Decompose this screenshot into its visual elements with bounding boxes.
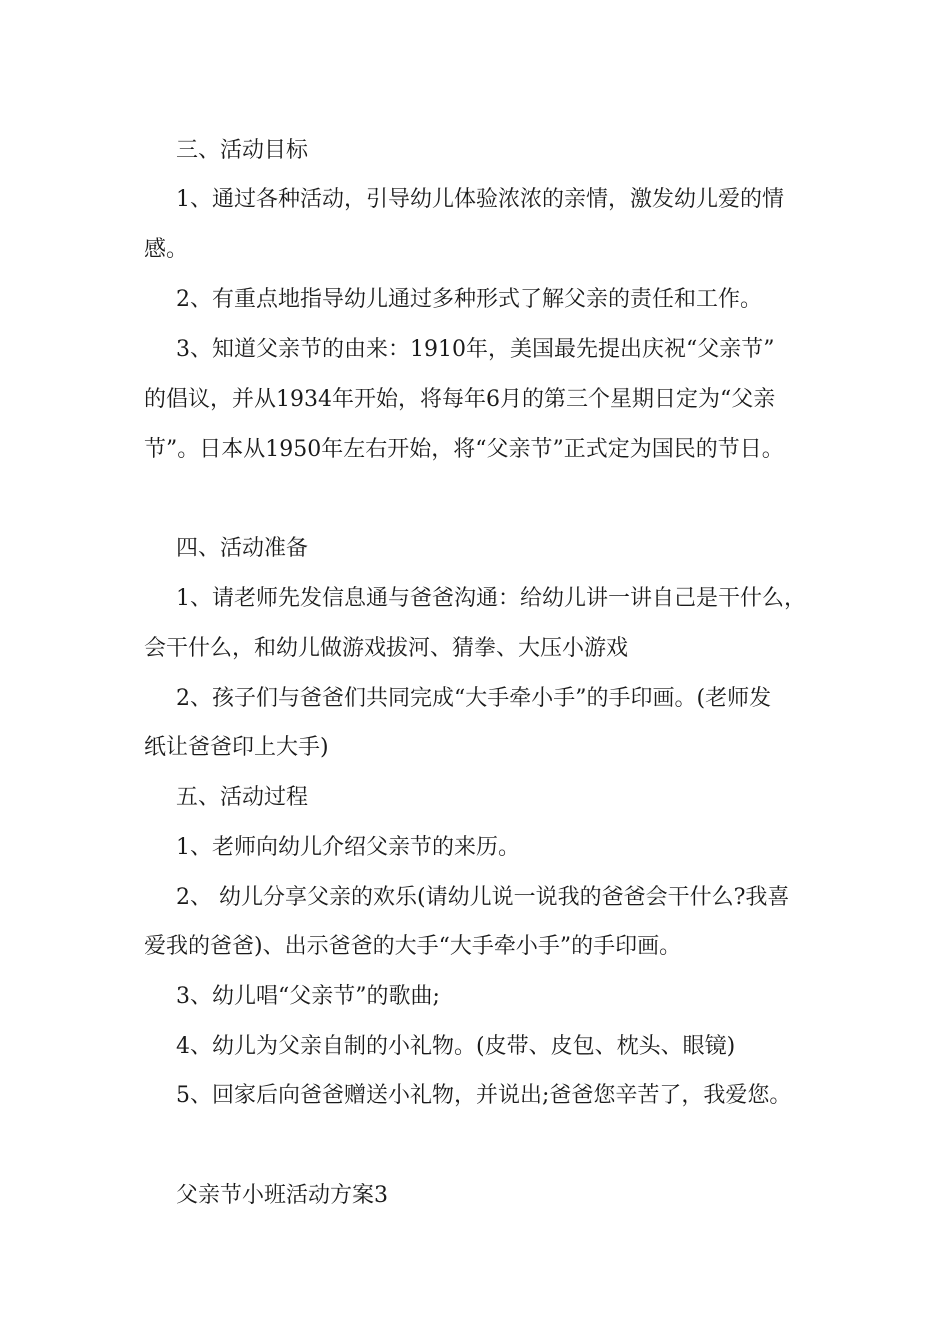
sec3-item3-line3: 节”。日本从1950年左右开始，将“父亲节”正式定为国民的节日。 <box>144 437 784 462</box>
sec3-item3-line2: 的倡议，并从1934年开始，将每年6月的第三个星期日定为“父亲 <box>144 387 776 412</box>
section-4-heading: 四、活动准备 <box>176 536 309 561</box>
sec4-item2-line1: 2、孩子们与爸爸们共同完成“大手牵小手”的手印画。(老师发 <box>176 686 772 711</box>
sec3-item1-line1: 1、通过各种活动，引导幼儿体验浓浓的亲情，激发幼儿爱的情 <box>176 187 784 212</box>
sec5-item3: 3、幼儿唱“父亲节”的歌曲; <box>176 984 440 1009</box>
sec5-item4: 4、幼儿为父亲自制的小礼物。(皮带、皮包、枕头、眼镜) <box>176 1034 736 1059</box>
section-5-heading: 五、活动过程 <box>176 785 309 810</box>
sec5-item2-line2: 爱我的爸爸)、出示爸爸的大手“大手牵小手”的手印画。 <box>144 934 682 959</box>
sec3-item2: 2、有重点地指导幼儿通过多种形式了解父亲的责任和工作。 <box>176 287 762 312</box>
sec5-item1: 1、老师向幼儿介绍父亲节的来历。 <box>176 835 520 860</box>
sec4-item1-line1: 1、请老师先发信息通与爸爸沟通：给幼儿讲一讲自己是干什么， <box>176 586 806 611</box>
sec3-item3-line1: 3、知道父亲节的由来：1910年，美国最先提出庆祝“父亲节” <box>176 337 775 362</box>
sec4-item2-line2: 纸让爸爸印上大手) <box>144 735 329 760</box>
section-3-heading: 三、活动目标 <box>176 138 309 163</box>
sec3-item1-line2: 感。 <box>144 237 189 262</box>
sec4-item1-line2: 会干什么，和幼儿做游戏拔河、猜拳、大压小游戏 <box>144 636 629 661</box>
sec5-item2-line1: 2、 幼儿分享父亲的欢乐(请幼儿说一说我的爸爸会干什么?我喜 <box>176 885 790 910</box>
sec5-item5: 5、回家后向爸爸赠送小礼物，并说出;爸爸您辛苦了，我爱您。 <box>176 1083 792 1108</box>
next-plan-title: 父亲节小班活动方案3 <box>176 1183 388 1208</box>
